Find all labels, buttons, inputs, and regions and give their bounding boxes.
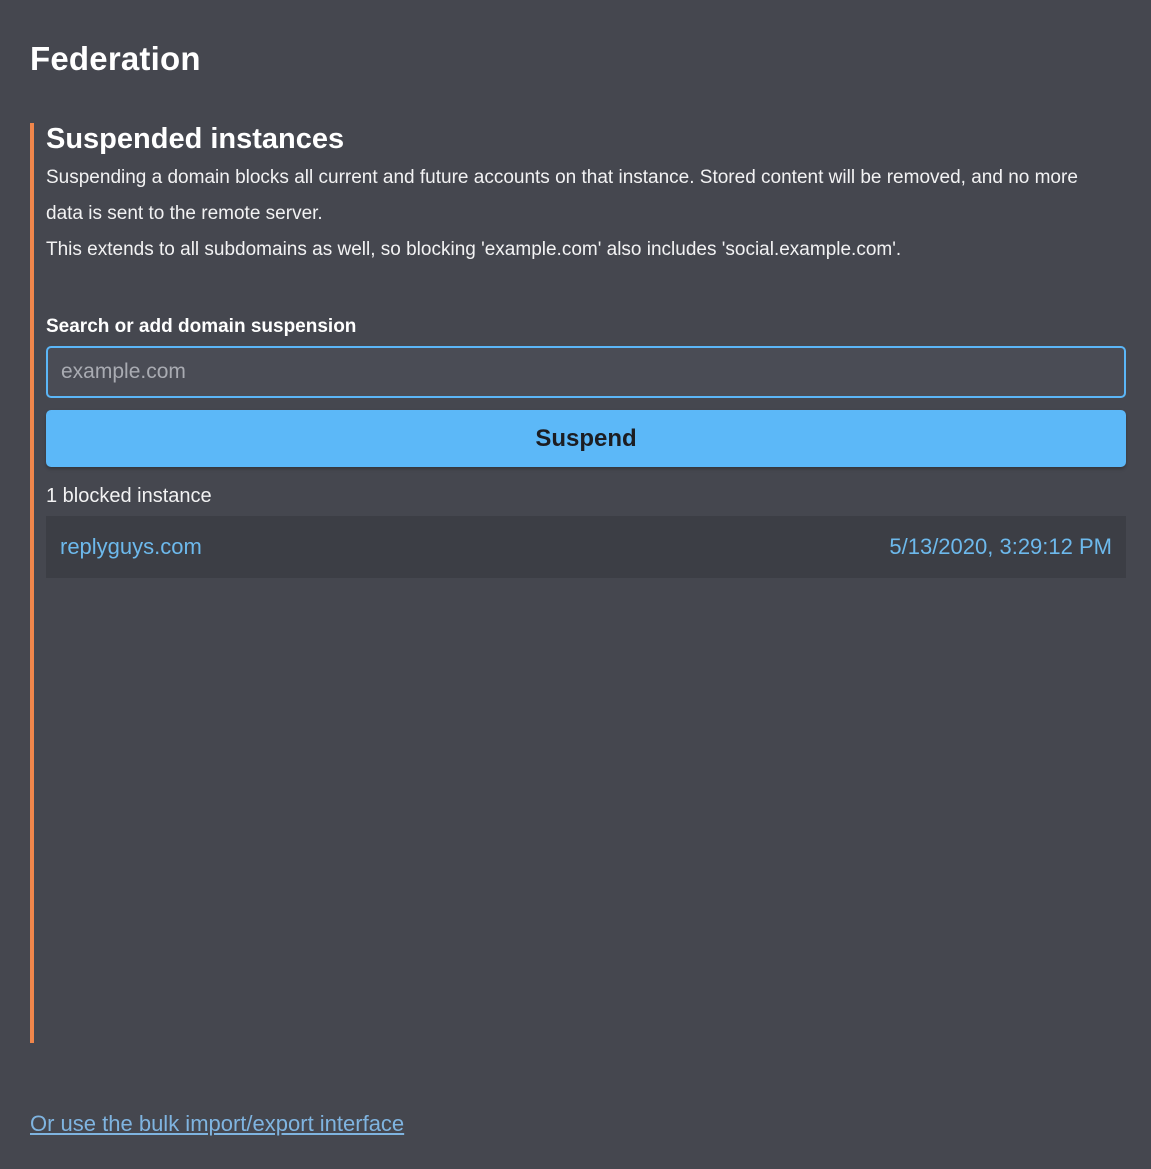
search-input[interactable]: [46, 346, 1126, 398]
instance-domain-link[interactable]: replyguys.com: [60, 534, 202, 560]
blocked-instance-count: 1 blocked instance: [46, 485, 212, 508]
search-field-label: Search or add domain suspension: [46, 316, 357, 338]
section-title: Suspended instances: [46, 123, 345, 155]
section-description-line-1: Suspending a domain blocks all current and future accounts on that instance. Stored content will be removed, and no more data is sent to the remote server.: [46, 167, 1078, 225]
list-item[interactable]: [46, 516, 1126, 578]
page-title: Federation: [30, 40, 201, 77]
footer: [30, 1111, 404, 1137]
section-description-line-2: This extends to all subdomains as well, so blocking 'example.com' also includes 'social.example.com'.: [46, 239, 902, 261]
blocked-instance-list: [46, 516, 1126, 578]
suspended-instances-section: [30, 123, 1151, 1043]
bulk-import-export-link[interactable]: Or use the bulk import/export interface: [30, 1111, 405, 1136]
suspend-button[interactable]: Suspend: [46, 410, 1126, 467]
instance-blocked-date: 5/13/2020, 3:29:12 PM: [889, 534, 1112, 560]
